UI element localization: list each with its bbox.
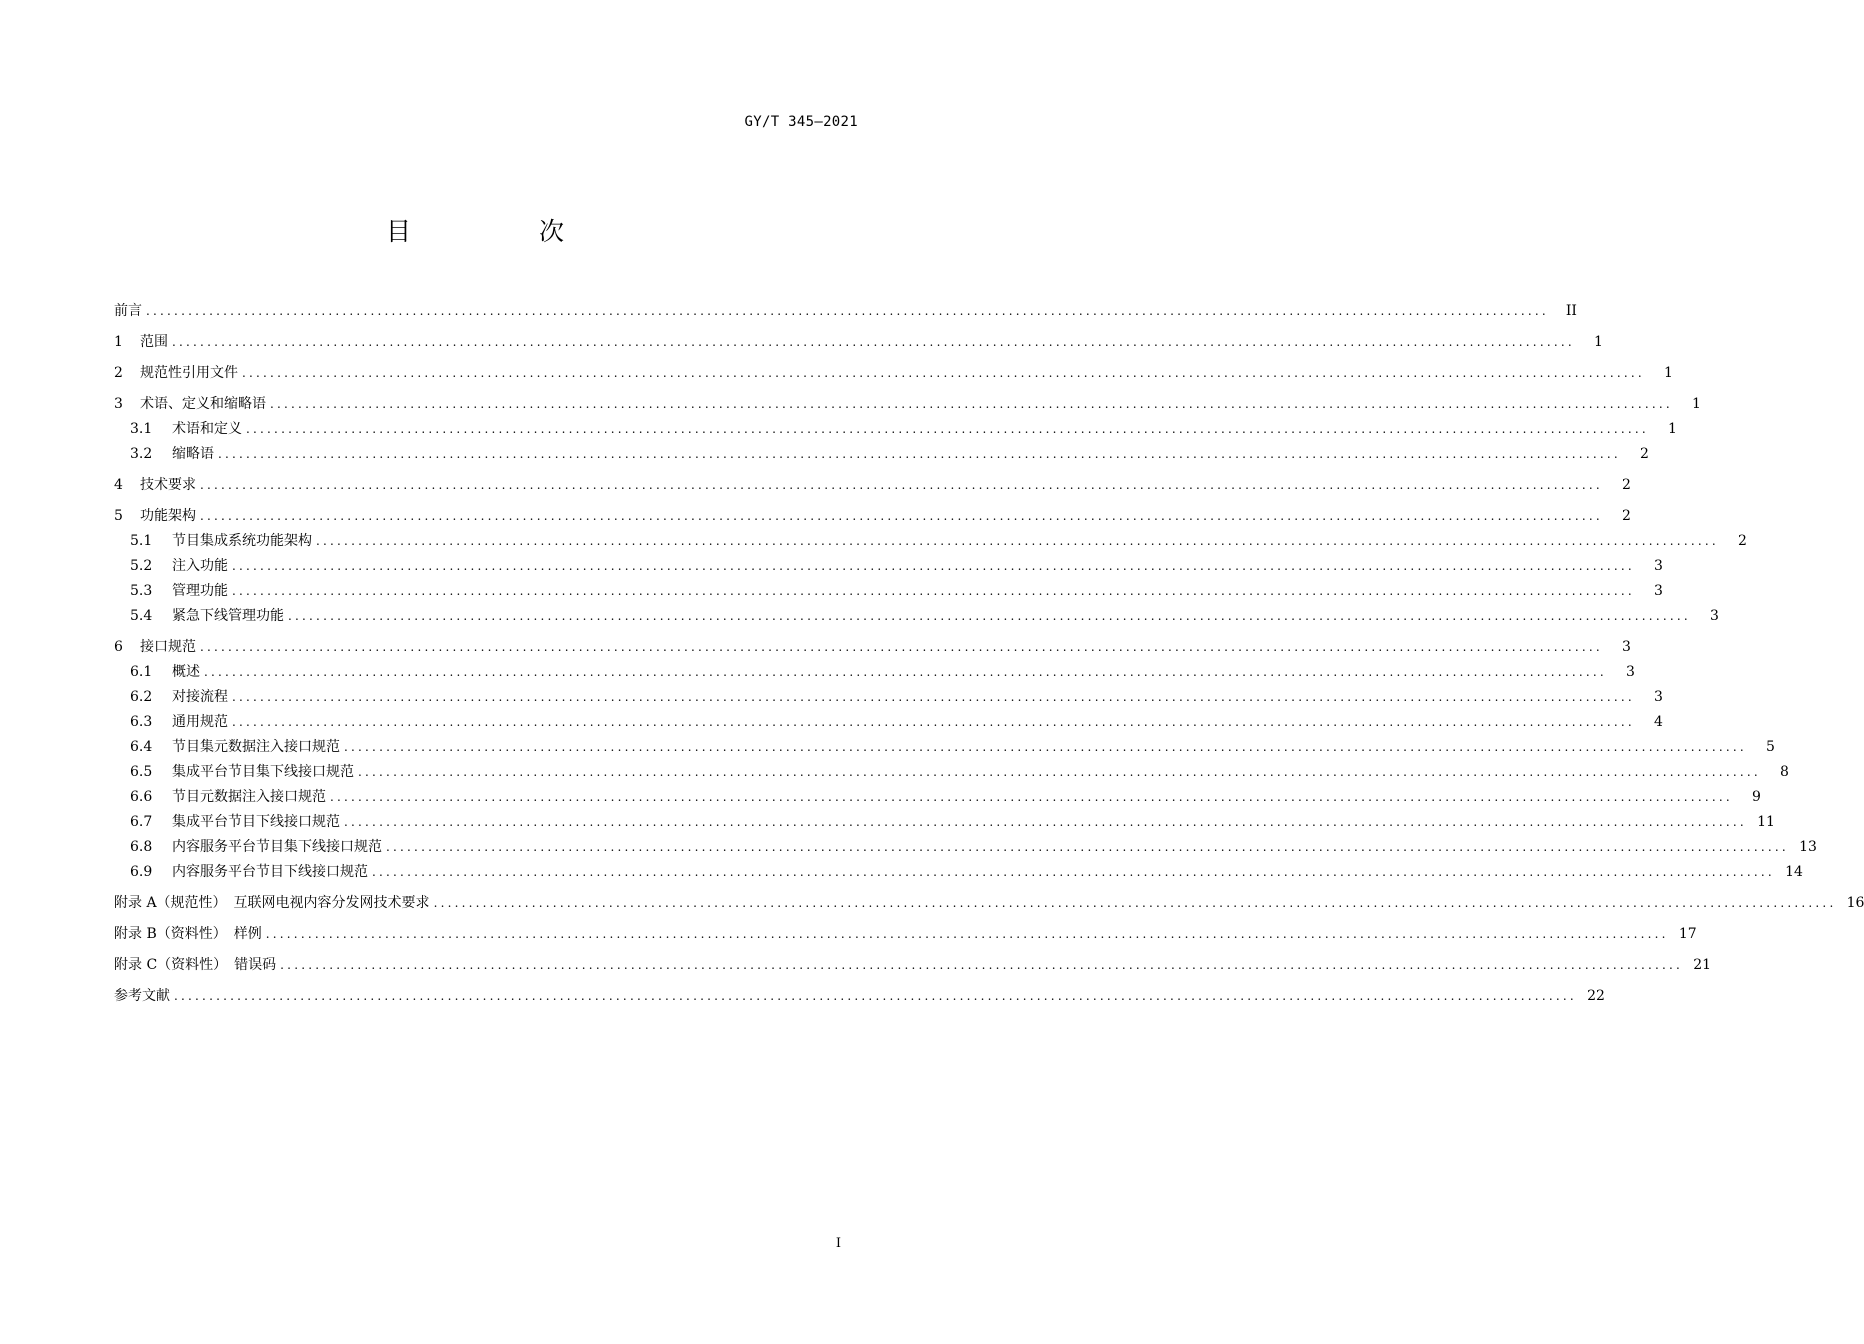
toc-entry-page: 2 [1621,477,1631,493]
toc-entry-label: 注入功能 [172,558,228,574]
toc-entry-number: 5.2 [130,558,153,574]
toc-entry[interactable] [114,635,1631,660]
toc-entry[interactable] [114,442,1649,467]
toc-leader-dots: ........................................................................................................................................................................................................ [204,665,1607,679]
toc-entry-label: 附录 B（资料性） 样例 [114,926,262,942]
toc-entry-number: 3.2 [130,446,153,462]
toc-entry-page: 1 [1663,365,1673,381]
toc-leader-dots: ........................................................................................................................................................................................................ [172,335,1575,349]
toc-leader-dots: ........................................................................................................................................................................................................ [174,989,1577,1003]
toc-entry-label: 节目集元数据注入接口规范 [172,739,340,755]
toc-entry-page: 2 [1639,446,1649,462]
toc-entry[interactable] [114,417,1677,442]
toc-leader-dots: ........................................................................................................................................................................................................ [232,690,1635,704]
toc-entry-number: 6.3 [130,714,153,730]
toc-entry-label: 缩略语 [172,446,214,462]
toc-leader-dots: ........................................................................................................................................................................................................ [200,509,1603,523]
toc-entry[interactable] [114,860,1803,885]
toc-entry-page: 2 [1737,533,1747,549]
toc-entry-number: 4 [114,477,123,493]
toc-entry[interactable] [114,835,1817,860]
toc-entry-page: 11 [1757,814,1775,830]
toc-entry-label: 对接流程 [172,689,228,705]
toc-entry-page: 22 [1587,988,1605,1004]
toc-leader-dots: ........................................................................................................................................................................................................ [316,534,1719,548]
footer-page-number: I [835,1236,841,1251]
toc-entry-page: 1 [1691,396,1701,412]
toc-leader-dots: ........................................................................................................................................................................................................ [330,790,1733,804]
toc-entry-label: 集成平台节目下线接口规范 [172,814,340,830]
toc-entry-page: II [1565,303,1577,319]
toc-leader-dots: ........................................................................................................................................................................................................ [218,447,1621,461]
toc-entry-label: 管理功能 [172,583,228,599]
toc-entry-page: 3 [1625,664,1635,680]
toc-leader-dots: ........................................................................................................................................................................................................ [288,609,1691,623]
toc-entry-number: 6.9 [130,864,153,880]
toc-entry-number: 6.1 [130,664,153,680]
toc-entry-label: 功能架构 [140,508,196,524]
toc-entry-number: 3 [114,396,123,412]
toc-entry-label: 附录 A（规范性） 互联网电视内容分发网技术要求 [114,895,430,911]
toc-entry-label: 紧急下线管理功能 [172,608,284,624]
toc-entry-page: 3 [1709,608,1719,624]
toc-leader-dots: ........................................................................................................................................................................................................ [344,815,1747,829]
toc-entry-number: 5.4 [130,608,153,624]
toc-entry-number: 6.2 [130,689,153,705]
toc-entry[interactable] [114,392,1701,417]
toc-leader-dots: ........................................................................................................................................................................................................ [200,640,1603,654]
toc-entry-page: 3 [1653,558,1663,574]
toc-entry[interactable] [114,361,1673,386]
toc-entry[interactable] [114,984,1605,1009]
toc-leader-dots: ........................................................................................................................................................................................................ [232,584,1635,598]
toc-entry[interactable] [114,529,1747,554]
toc-entry-page: 8 [1779,764,1789,780]
toc-entry[interactable] [114,953,1712,978]
toc-leader-dots: ........................................................................................................................................................................................................ [265,927,1669,941]
toc-entry-label: 概述 [172,664,200,680]
toc-entry-number: 5.1 [130,533,153,549]
toc-entry[interactable] [114,785,1761,810]
toc-leader-dots: ........................................................................................................................................................................................................ [200,478,1603,492]
toc-entry-label: 内容服务平台节目下线接口规范 [172,864,368,880]
toc-entry-label: 规范性引用文件 [140,365,238,381]
toc-entry[interactable] [114,810,1775,835]
toc-entry-number: 6.8 [130,839,153,855]
toc-entry-label: 技术要求 [140,477,196,493]
toc-entry-number: 2 [114,365,123,381]
toc-leader-dots: ........................................................................................................................................................................................................ [344,740,1747,754]
toc-entry-page: 1 [1667,421,1677,437]
toc-entry[interactable] [114,710,1663,735]
toc-entry[interactable] [114,299,1577,324]
toc-entry[interactable] [114,685,1663,710]
toc-entry[interactable] [114,330,1603,355]
toc-entry-number: 6.5 [130,764,153,780]
toc-entry-page: 1 [1593,334,1603,350]
toc-entry-number: 5 [114,508,123,524]
table-of-contents [114,299,1864,1009]
toc-entry-label: 节目元数据注入接口规范 [172,789,326,805]
toc-entry[interactable] [114,579,1663,604]
toc-entry-page: 16 [1846,895,1864,911]
toc-entry[interactable] [114,660,1635,685]
toc-entry-page: 9 [1751,789,1761,805]
toc-entry-label: 集成平台节目集下线接口规范 [172,764,354,780]
toc-entry-label: 接口规范 [140,639,196,655]
toc-entry-number: 6.4 [130,739,153,755]
toc-entry-page: 17 [1678,926,1697,942]
toc-entry-page: 14 [1785,864,1803,880]
toc-entry-label: 参考文献 [114,988,170,1004]
toc-entry-label: 通用规范 [172,714,228,730]
toc-entry-number: 5.3 [130,583,153,599]
toc-entry-page: 3 [1621,639,1631,655]
toc-entry-page: 3 [1653,689,1663,705]
toc-entry[interactable] [114,604,1719,629]
toc-entry-label: 内容服务平台节目集下线接口规范 [172,839,382,855]
standard-code: GY/T 345—2021 [744,114,858,130]
toc-entry-page: 2 [1621,508,1631,524]
toc-entry-label: 术语和定义 [172,421,242,437]
toc-entry-label: 节目集成系统功能架构 [172,533,312,549]
toc-entry-page: 4 [1653,714,1663,730]
toc-entry-page: 21 [1693,957,1712,973]
toc-leader-dots: ........................................................................................................................................................................................................ [358,765,1761,779]
toc-entry[interactable] [114,760,1789,785]
toc-leader-dots: ........................................................................................................................................................................................................ [246,422,1649,436]
toc-entry[interactable] [114,554,1663,579]
toc-entry[interactable] [114,922,1697,947]
toc-entry-page: 3 [1653,583,1663,599]
toc-entry-number: 1 [114,334,123,350]
toc-entry[interactable] [114,735,1775,760]
toc-entry-label: 术语、定义和缩略语 [140,396,266,412]
toc-entry-number: 6.6 [130,789,153,805]
toc-entry-number: 3.1 [130,421,153,437]
toc-entry-label: 范围 [140,334,168,350]
toc-leader-dots: ........................................................................................................................................................................................................ [433,896,1837,910]
toc-entry-number: 6 [114,639,123,655]
toc-entry-label: 附录 C（资料性） 错误码 [114,957,277,973]
toc-entry-label: 前言 [114,303,142,319]
toc-leader-dots: ........................................................................................................................................................................................................ [386,840,1789,854]
toc-entry-number: 6.7 [130,814,153,830]
toc-leader-dots: ........................................................................................................................................................................................................ [372,865,1775,879]
toc-entry[interactable] [114,504,1631,529]
toc-leader-dots: ........................................................................................................................................................................................................ [270,397,1673,411]
toc-entry[interactable] [114,891,1864,916]
toc-leader-dots: ........................................................................................................................................................................................................ [232,559,1635,573]
toc-entry[interactable] [114,473,1631,498]
toc-entry-page: 13 [1799,839,1817,855]
toc-leader-dots: ........................................................................................................................................................................................................ [280,958,1684,972]
toc-leader-dots: ........................................................................................................................................................................................................ [146,304,1549,318]
toc-leader-dots: ........................................................................................................................................................................................................ [232,715,1635,729]
toc-entry-page: 5 [1765,739,1775,755]
page-title: 目 次 [386,217,624,246]
toc-leader-dots: ........................................................................................................................................................................................................ [242,366,1645,380]
